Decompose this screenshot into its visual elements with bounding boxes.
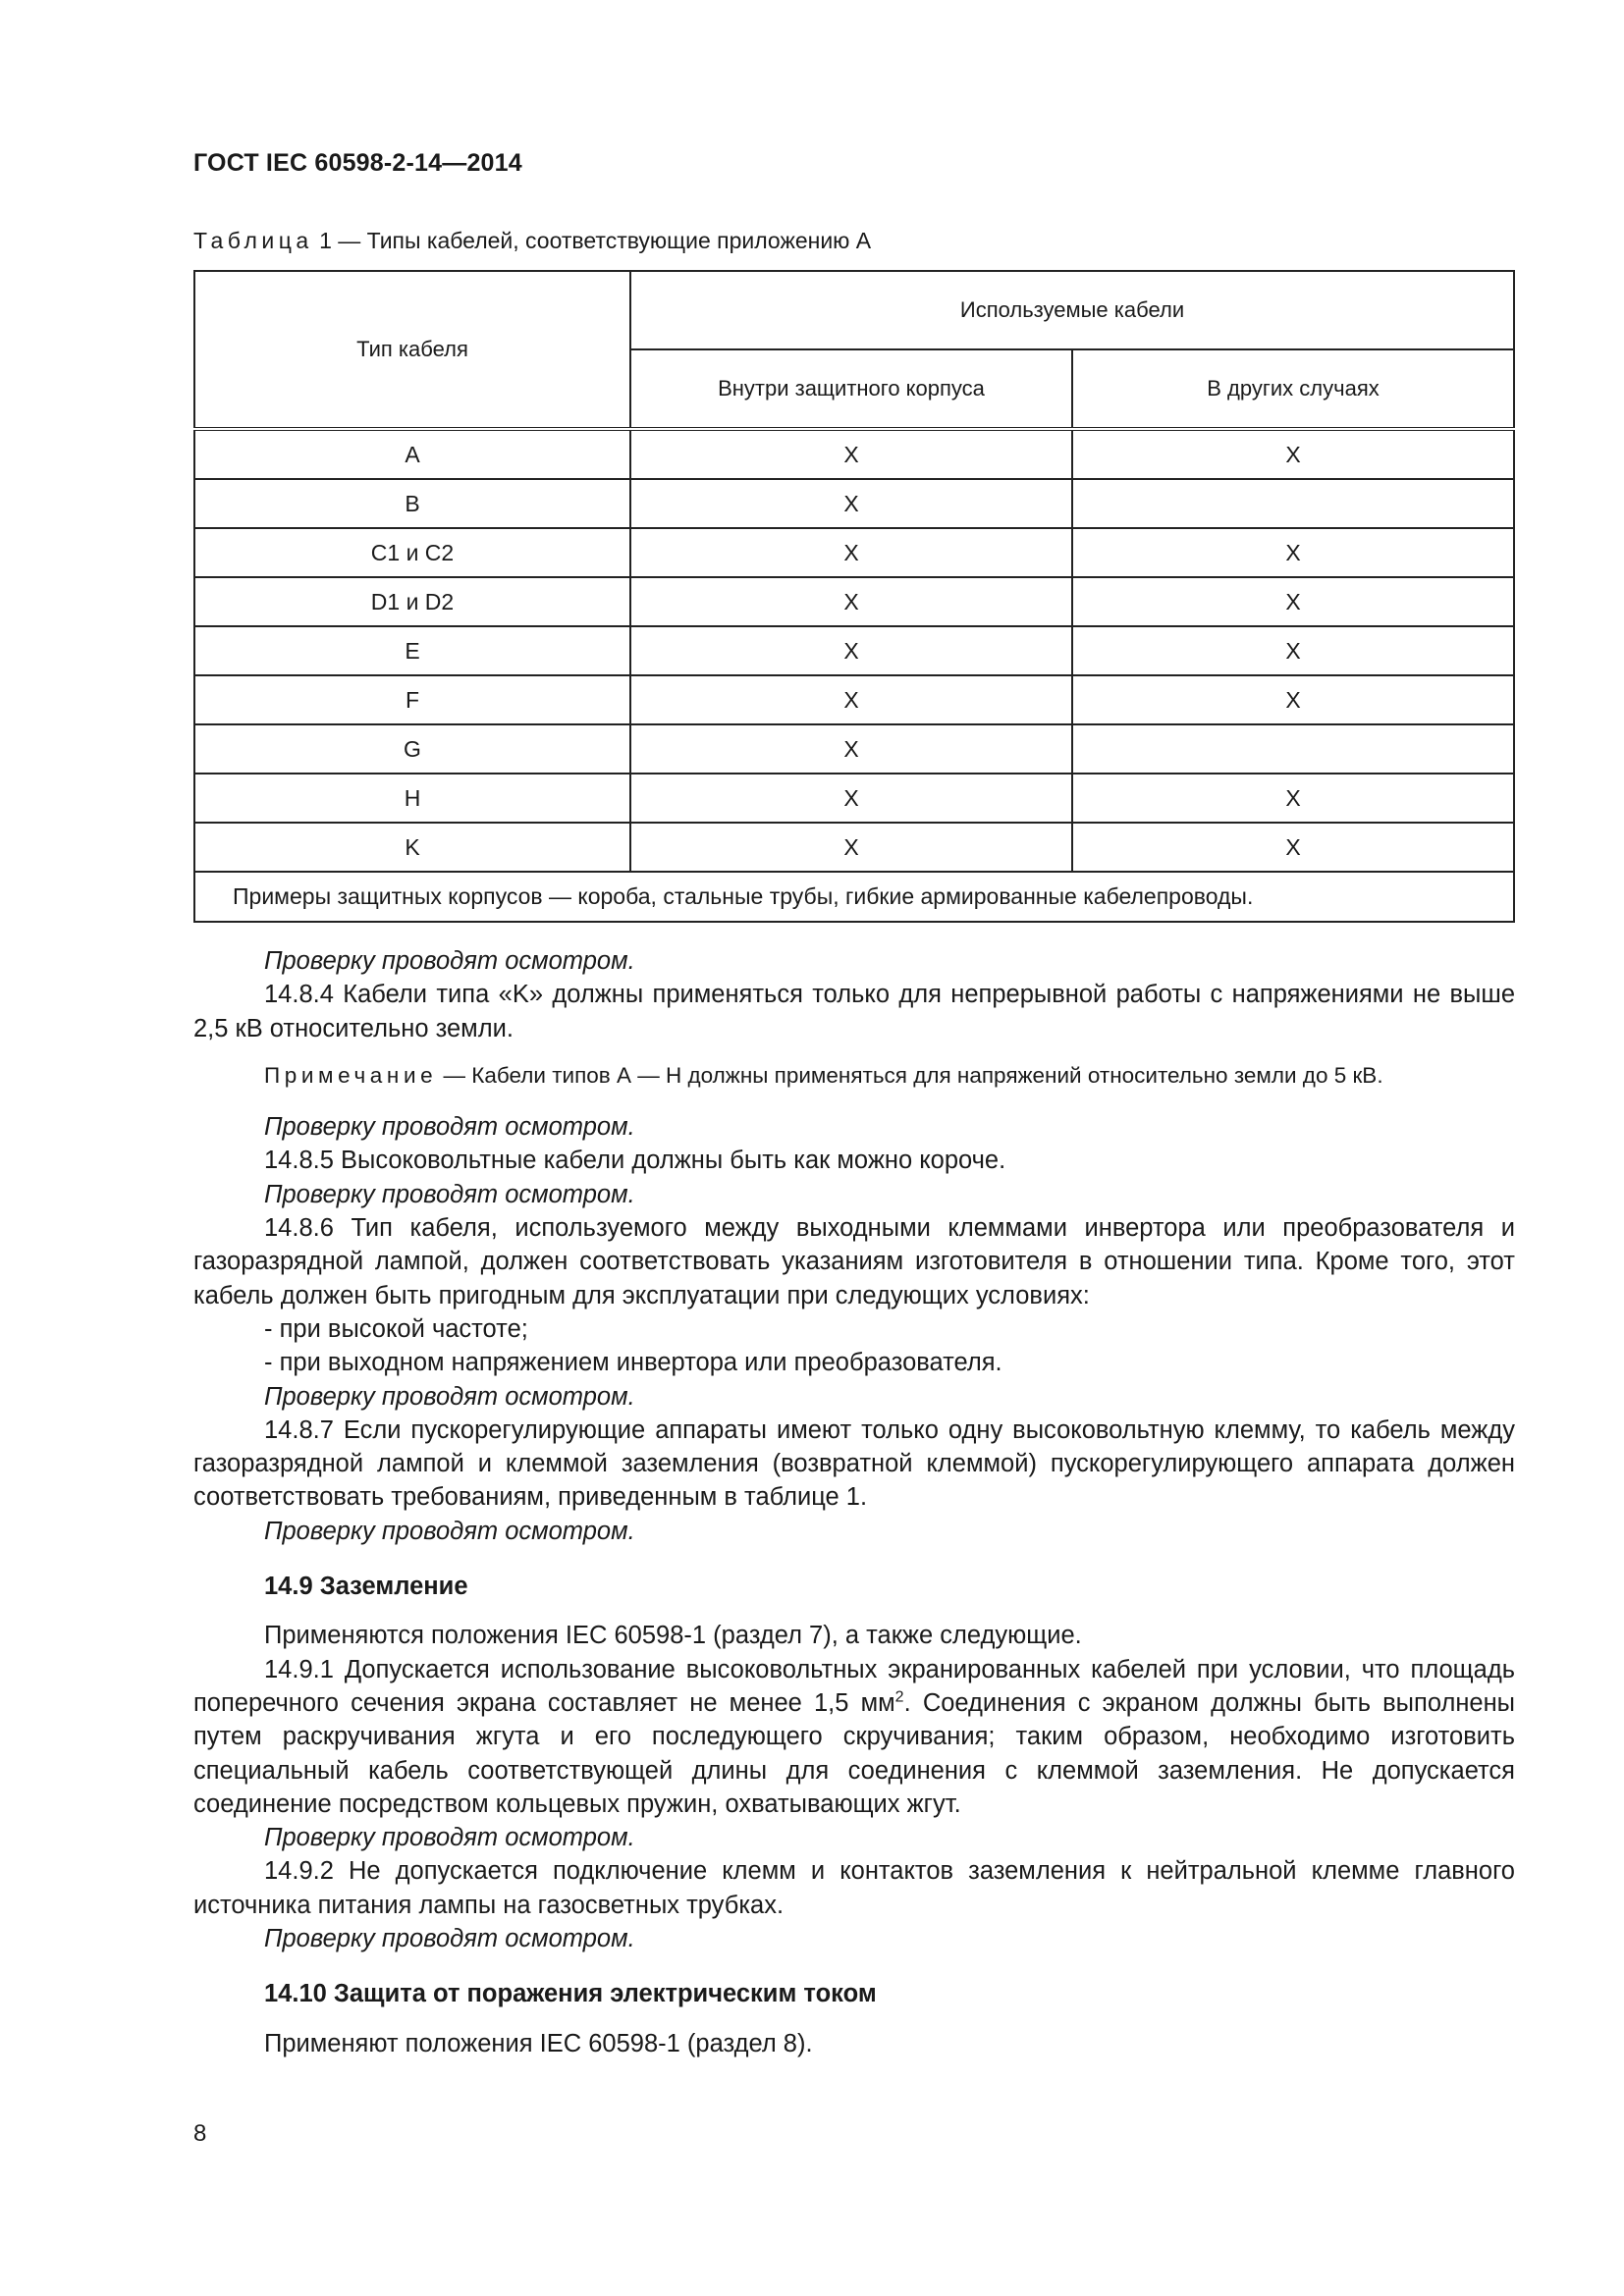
clause-14-8-5: 14.8.5 Высоковольтные кабели должны быть как можно короче. (264, 1147, 1006, 1175)
table-footnote: Примеры защитных корпусов — короба, стальные трубы, гибкие армированные кабелепроводы. (194, 872, 1514, 922)
check-note: Проверку проводят осмотром. (264, 1517, 635, 1545)
cell-inside: X (630, 429, 1072, 479)
table-row (194, 724, 1514, 774)
page-number: 8 (193, 2120, 207, 2147)
clause-14-8-7: 14.8.7 Если пускорегулирующие аппараты имеют только одну высоковольтную клемму, то кабель между газоразрядной лампой и клеммой заземления (возвратной клеммой) пускорегулирующего аппарата должен соответствовать требованиям, приведенным в таблице 1. (193, 1415, 1515, 1512)
check-note: Проверку проводят осмотром. (264, 1113, 635, 1142)
table-caption-text: 1 — Типы кабелей, соответствующие приложению А (312, 228, 872, 253)
document-code-header: ГОСТ IEC 60598-2-14—2014 (193, 149, 522, 177)
clause-14-9-1-part-a: 14.9.1 Допускается использование высоковольтных экранированных кабелей при условии, что площадь поперечного сечения экрана составляет не менее 1,5 мм (193, 1655, 1515, 1717)
cell-type: K (194, 823, 630, 872)
check-note: Проверку проводят осмотром. (264, 1180, 635, 1208)
header-used-cables: Используемые кабели (630, 271, 1514, 349)
clause-14-8-6: 14.8.6 Тип кабеля, используемого между выходными клеммами инвертора или преобразователя и газоразрядной лампой, должен соответствовать указаниям изготовителя в отношении типа. Кроме того, этот кабель должен быть пригодным для эксплуатации при следующих условиях: (193, 1214, 1515, 1309)
note-label: Примечание (264, 1062, 438, 1088)
table-row (194, 429, 1514, 479)
body-text (193, 944, 1515, 2060)
cell-inside: X (630, 479, 1072, 528)
cell-inside: X (630, 724, 1072, 774)
cell-other: X (1072, 626, 1514, 675)
cell-other (1072, 479, 1514, 528)
cell-type: F (194, 675, 630, 724)
table-row (194, 675, 1514, 724)
cell-inside: X (630, 774, 1072, 823)
cell-type: G (194, 724, 630, 774)
clause-14-9-1-part-b: . Соединения с экраном должны быть выполнены путем раскручивания жгута и его последующего скручивания; таким образом, необходимо изготовить специальный кабель соответствующей длины для соединения с клеммой заземления. Не допускается соединение посредством кольцевых пружин, охватывающих жгут. (193, 1688, 1515, 1818)
cell-inside: X (630, 528, 1072, 577)
table-row (194, 626, 1514, 675)
superscript-2: 2 (894, 1688, 904, 1706)
header-other-cases: В других случаях (1072, 349, 1514, 429)
clause-14-10-intro: Применяют положения IEC 60598-1 (раздел 8). (264, 2029, 813, 2057)
cell-other: X (1072, 577, 1514, 626)
clause-14-9-intro: Применяются положения IEC 60598-1 (раздел 7), а также следующие. (264, 1622, 1082, 1650)
cell-other: X (1072, 528, 1514, 577)
table-row (194, 577, 1514, 626)
table-row (194, 528, 1514, 577)
table-caption (193, 228, 871, 254)
table-row (194, 479, 1514, 528)
cell-type: H (194, 774, 630, 823)
section-heading-14-9: 14.9 Заземление (264, 1573, 468, 1601)
clause-14-9-2: 14.9.2 Не допускается подключение клемм и контактов заземления к нейтральной клемме главного источника питания лампы на газосветных трубках. (193, 1857, 1515, 1919)
table-row (194, 774, 1514, 823)
cell-inside: X (630, 823, 1072, 872)
list-item: - при выходном напряжением инвертора или преобразователя. (264, 1349, 1002, 1377)
cell-type: A (194, 429, 630, 479)
cable-types-table (193, 270, 1515, 923)
check-note: Проверку проводят осмотром. (264, 1925, 635, 1953)
header-inside-enclosure: Внутри защитного корпуса (630, 349, 1072, 429)
header-cable-type: Тип кабеля (194, 271, 630, 429)
clause-14-8-4: 14.8.4 Кабели типа «K» должны применяться только для непрерывной работы с напряжениями не выше 2,5 кВ относительно земли. (193, 981, 1515, 1042)
note-paragraph (193, 1059, 1515, 1093)
cell-inside: X (630, 675, 1072, 724)
clause-14-9-1 (193, 1653, 1515, 1821)
cell-other (1072, 724, 1514, 774)
cell-other: X (1072, 429, 1514, 479)
table-row (194, 823, 1514, 872)
note-text: — Кабели типов А — Н должны применяться для напряжений относительно земли до 5 кВ. (437, 1062, 1383, 1088)
cell-type: E (194, 626, 630, 675)
table-caption-label: Таблица (193, 228, 313, 253)
section-heading-14-10: 14.10 Защита от поражения электрическим током (264, 1980, 877, 2008)
check-note: Проверку проводят осмотром. (264, 1824, 635, 1852)
cell-inside: X (630, 577, 1072, 626)
check-note: Проверку проводят осмотром. (264, 947, 635, 975)
table-footnote-row (194, 872, 1514, 922)
cell-type: C1 и C2 (194, 528, 630, 577)
cell-type: D1 и D2 (194, 577, 630, 626)
cell-other: X (1072, 675, 1514, 724)
cell-other: X (1072, 774, 1514, 823)
cell-other: X (1072, 823, 1514, 872)
cell-inside: X (630, 626, 1072, 675)
check-note: Проверку проводят осмотром. (264, 1382, 635, 1411)
cell-type: B (194, 479, 630, 528)
list-item: - при высокой частоте; (264, 1314, 528, 1343)
